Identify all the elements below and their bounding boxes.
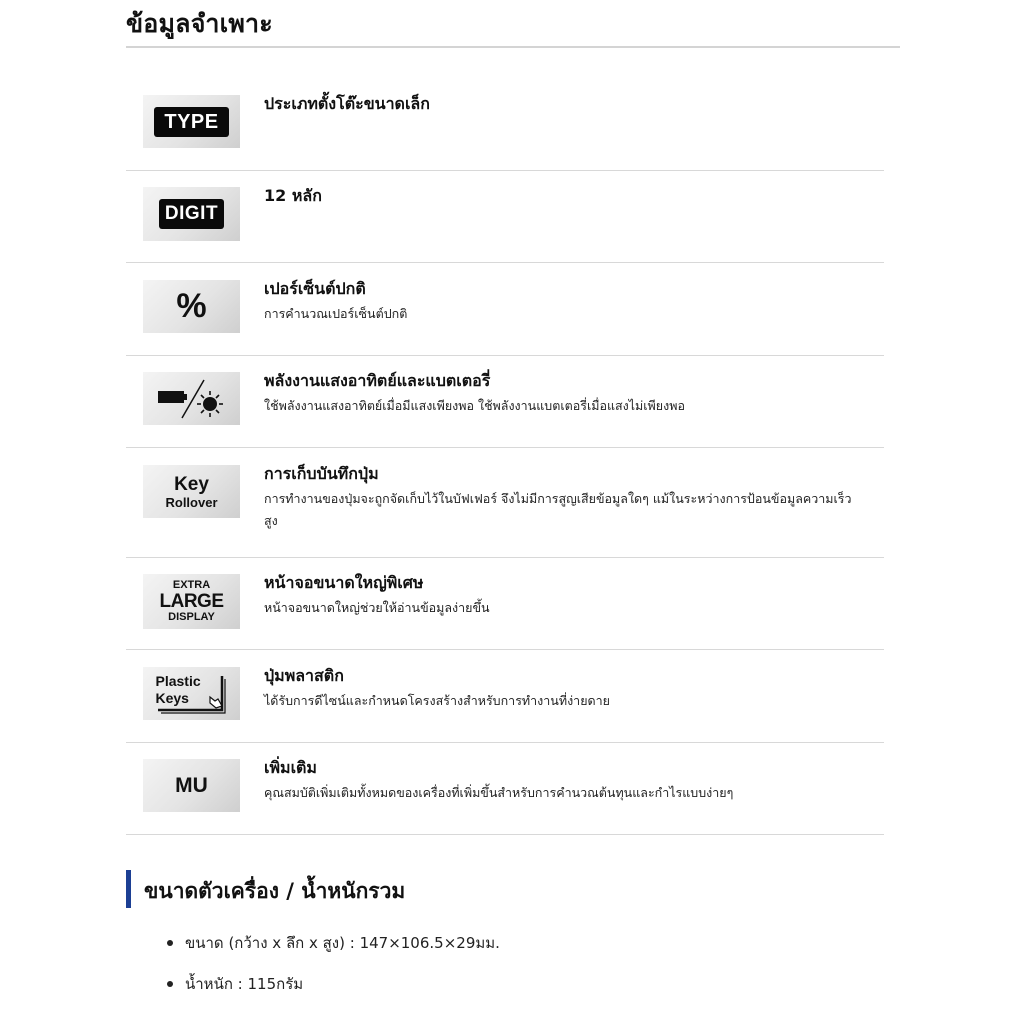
page-title: ข้อมูลจำเพาะ (126, 9, 273, 38)
type-icon (143, 95, 240, 148)
spec-row-percent (126, 263, 884, 356)
section-accent-bar (126, 870, 131, 908)
title-divider (126, 46, 900, 48)
percent-icon (143, 280, 240, 333)
key-rollover-word1: Key (174, 473, 209, 495)
display-word2: LARGE (159, 591, 224, 612)
type-badge: TYPE (154, 107, 228, 137)
spec-title: พลังงานแสงอาทิตย์และแบตเตอรี่ (264, 371, 491, 390)
mu-icon (143, 759, 240, 812)
spec-title: 12 หลัก (264, 186, 322, 205)
plastic-word: Plastic (155, 672, 201, 689)
spec-title: เพิ่มเติม (264, 758, 317, 777)
list-item (165, 932, 500, 954)
dimension-weight: น้ำหนัก : 115กรัม (185, 975, 304, 993)
spec-description: การคำนวณเปอร์เซ็นต์ปกติ (264, 306, 408, 321)
mu-glyph: MU (175, 773, 208, 797)
section-title: ขนาดตัวเครื่อง / น้ำหนักรวม (144, 879, 406, 903)
dimensions-list (165, 932, 500, 1014)
spec-row-digit (126, 171, 884, 263)
spec-title: เปอร์เซ็นต์ปกติ (264, 279, 366, 298)
bullet-icon (167, 940, 173, 946)
key-rollover-icon (143, 465, 240, 518)
percent-glyph: % (176, 287, 207, 325)
spec-description: ได้รับการดีไซน์และกำหนดโครงสร้างสำหรับการทำงานที่ง่ายดาย (264, 693, 610, 708)
spec-description: ใช้พลังงานแสงอาทิตย์เมื่อมีแสงเพียงพอ ใช้พลังงานแบตเตอรี่เมื่อแสงไม่เพียงพอ (264, 398, 685, 413)
key-rollover-word2: Rollover (165, 494, 218, 510)
digit-badge: DIGIT (159, 199, 224, 229)
extra-large-display-icon (143, 574, 240, 629)
keycap-graphic (152, 670, 232, 718)
solar-battery-graphic (152, 376, 232, 422)
display-word3: DISPLAY (168, 611, 215, 623)
dimension-size: ขนาด (กว้าง x ลึก x สูง) : 147×106.5×29มม. (185, 934, 500, 952)
spec-title: ปุ่มพลาสติก (264, 666, 344, 685)
spec-description: หน้าจอขนาดใหญ่ช่วยให้อ่านข้อมูลง่ายขึ้น (264, 600, 490, 615)
spec-row-mu (126, 743, 884, 835)
spec-description: คุณสมบัติเพิ่มเติมทั้งหมดของเครื่องที่เพิ่มขึ้นสำหรับการคำนวณต้นทุนและกำไรแบบง่ายๆ (264, 785, 734, 800)
spec-title: การเก็บบันทึกปุ่ม (264, 464, 379, 483)
spec-row-power (126, 356, 884, 448)
spec-row-type (126, 75, 884, 171)
spec-row-plastic-keys (126, 650, 884, 743)
keys-word: Keys (155, 689, 189, 706)
spec-title: ประเภทตั้งโต๊ะขนาดเล็ก (264, 94, 430, 113)
spec-title: หน้าจอขนาดใหญ่พิเศษ (264, 573, 424, 592)
spec-row-display (126, 558, 884, 650)
spec-list (126, 75, 884, 835)
display-word1: EXTRA (172, 579, 211, 591)
list-item (165, 973, 500, 995)
spec-description: การทำงานของปุ่มจะถูกจัดเก็บไว้ในบัฟเฟอร์ จึงไม่มีการสูญเสียข้อมูลใดๆ แม้ในระหว่างการป้อนข้อมูลความเร็วสูง (264, 491, 852, 528)
spec-row-key-rollover (126, 448, 884, 558)
solar-battery-icon (143, 372, 240, 425)
digit-icon (143, 187, 240, 241)
bullet-icon (167, 981, 173, 987)
plastic-keys-icon (143, 667, 240, 720)
